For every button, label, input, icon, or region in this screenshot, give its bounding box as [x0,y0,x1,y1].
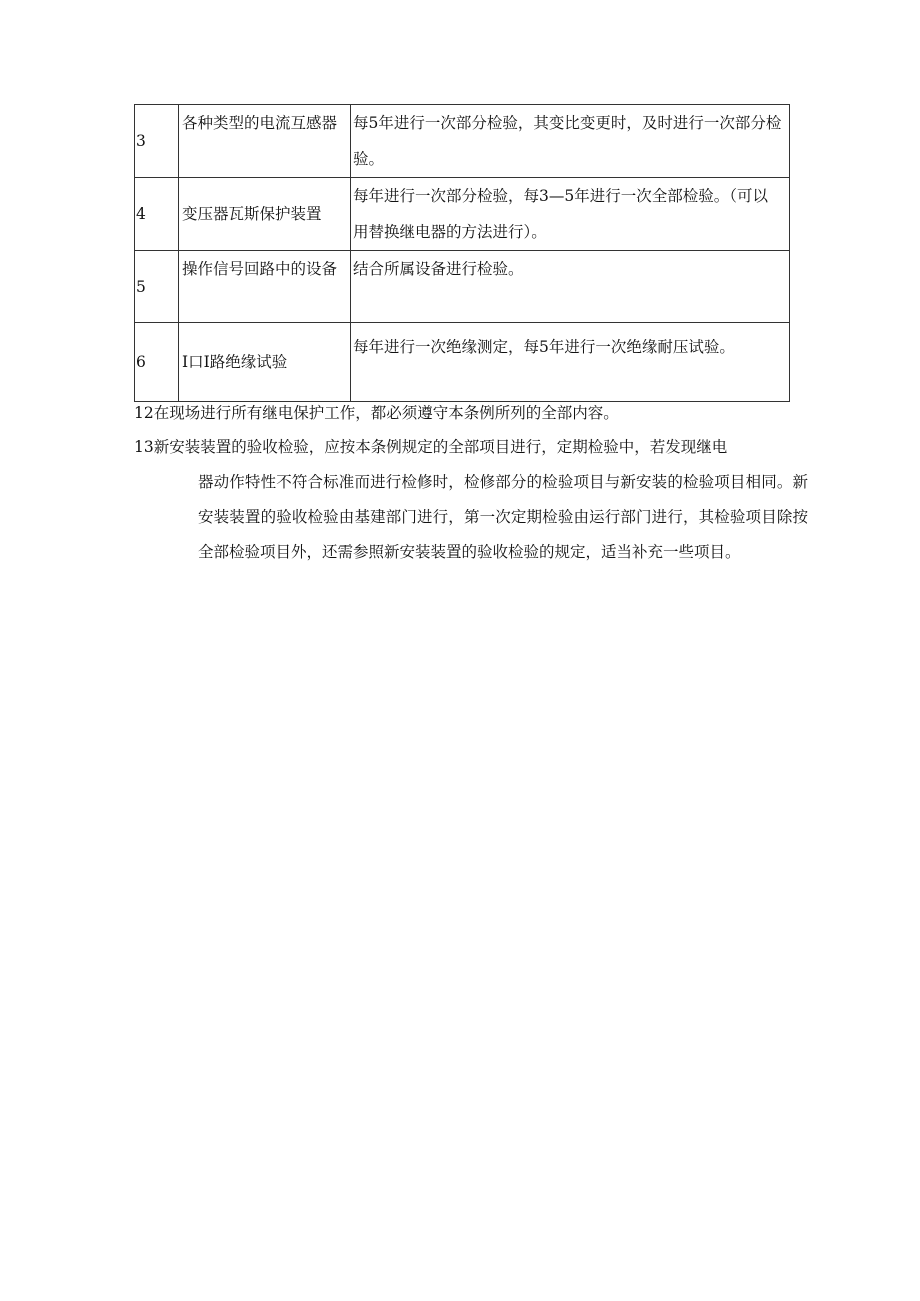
table-row [135,251,790,323]
table-row [135,323,790,402]
inspection-schedule-table [134,104,790,402]
row-item-name: 各种类型的电流互感器 [179,105,351,178]
row-description: 每5年进行一次部分检验，其变比变更时，及时进行一次部分检验。 [351,105,790,178]
table-row [135,178,790,251]
row-description: 结合所属设备进行检验。 [351,251,790,323]
row-item-name: 变压器瓦斯保护装置 [179,178,351,251]
row-item-name: I口I路绝缘试验 [179,323,351,402]
row-description: 每年进行一次绝缘测定，每5年进行一次绝缘耐压试验。 [351,323,790,402]
row-number: 5 [135,251,179,323]
table-row [135,105,790,178]
row-number: 4 [135,178,179,251]
row-number: 3 [135,105,179,178]
clause-13-continuation: 器动作特性不符合标准而进行检修时，检修部分的检验项目与新安装的检验项目相同。新安装装置的验收检验由基建部门进行，第一次定期检验由运行部门进行，其检验项目除按全部检验项目外，还需参照新安装装置的验收检验的规定，适当补充一些项目。 [198,473,808,561]
clause-12-paragraph: 12在现场进行所有继电保护工作，都必须遵守本条例所列的全部内容。 [134,404,619,422]
clause-13-first-line: 13新安装装置的验收检验，应按本条例规定的全部项目进行，定期检验中，若发现继电 [134,438,728,456]
row-number: 6 [135,323,179,402]
row-description: 每年进行一次部分检验，每3—5年进行一次全部检验。（可以用替换继电器的方法进行）。 [351,178,790,251]
row-item-name: 操作信号回路中的设备 [179,251,351,323]
